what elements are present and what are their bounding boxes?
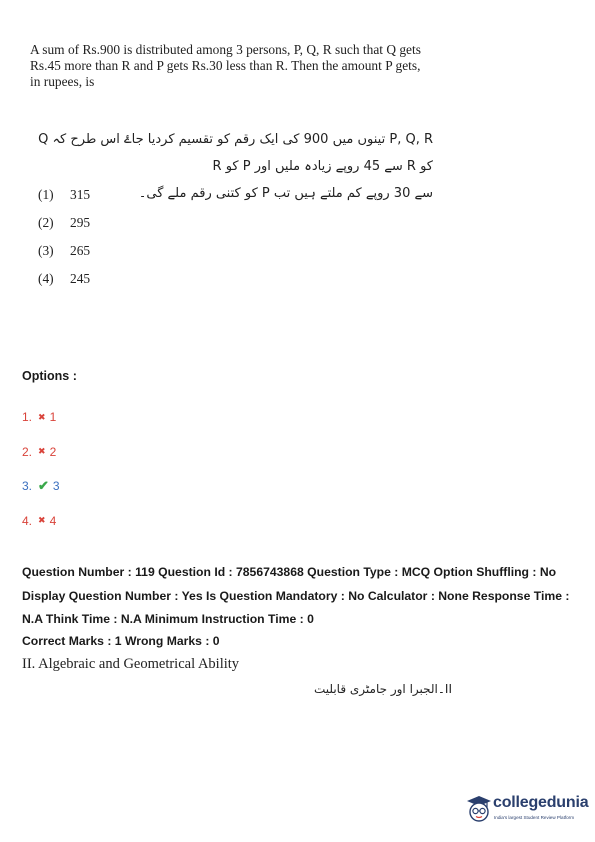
question-urdu-line-2: سے 30 روپے کم ملتے ہیں تب P کو کتنی رقم ملے گی۔	[138, 186, 433, 201]
question-option-4	[38, 265, 90, 293]
answer-label: 2.	[22, 444, 33, 459]
answer-value: 1	[49, 410, 57, 425]
question-metadata: Question Number : 119 Question Id : 7856743868 Question Type : MCQ Option Shuffling : No Display Question Number : Yes Is Question Mandatory : No Calculator : None Response Time : N.A Think Time : N.A Minimum Instruction Time : 0	[22, 565, 570, 626]
question-urdu-line-1: P, Q, R تینوں میں 900 کی ایک رقم کو تقسیم کردیا جاۓ اس طرح کہ Q کو R سے 45 روپے زیادہ ملیں اور P کو R	[38, 132, 433, 174]
question-text-english: A sum of Rs.900 is distributed among 3 persons, P, Q, R such that Q gets Rs.45 more than R and P gets Rs.30 less than R. Then the amount P gets, in rupees, is	[30, 42, 421, 89]
question-options	[38, 181, 90, 293]
option-number: (1)	[38, 187, 54, 202]
answer-label: 4.	[22, 513, 33, 528]
option-value: 265	[70, 243, 91, 258]
brand-logo-block	[463, 790, 588, 826]
option-number: (3)	[38, 243, 54, 258]
question-option-1	[38, 181, 90, 209]
option-value: 295	[70, 215, 91, 230]
section-title-urdu: II۔الجبرا اور جامٹری قابلیت	[313, 682, 452, 696]
option-value: 245	[70, 271, 91, 286]
checkmark-icon: ✔	[38, 478, 49, 494]
brand-tagline: India's largest Student Review Platform	[494, 815, 575, 820]
cross-icon: ✖	[38, 446, 46, 457]
option-number: (4)	[38, 271, 54, 286]
question-option-3	[38, 237, 90, 265]
answer-options-list	[22, 400, 60, 538]
cross-icon: ✖	[38, 515, 46, 526]
marks-info: Correct Marks : 1 Wrong Marks : 0	[22, 634, 220, 648]
student-mascot-icon	[463, 792, 495, 824]
answer-value: 4	[49, 513, 57, 528]
brand-name: collegedunia	[493, 794, 589, 811]
answer-value: 3	[52, 479, 60, 494]
answer-label: 1.	[22, 410, 33, 425]
answer-option-3	[22, 469, 60, 504]
answer-label: 3.	[22, 479, 33, 494]
option-value: 315	[70, 187, 91, 202]
options-heading: Options :	[22, 369, 77, 383]
question-option-2	[38, 209, 90, 237]
option-number: (2)	[38, 215, 54, 230]
answer-option-2	[22, 435, 60, 470]
answer-option-1	[22, 400, 60, 435]
answer-option-4	[22, 504, 60, 539]
answer-value: 2	[49, 444, 57, 459]
cross-icon: ✖	[38, 411, 46, 422]
section-title-english: II. Algebraic and Geometrical Ability	[22, 656, 240, 672]
